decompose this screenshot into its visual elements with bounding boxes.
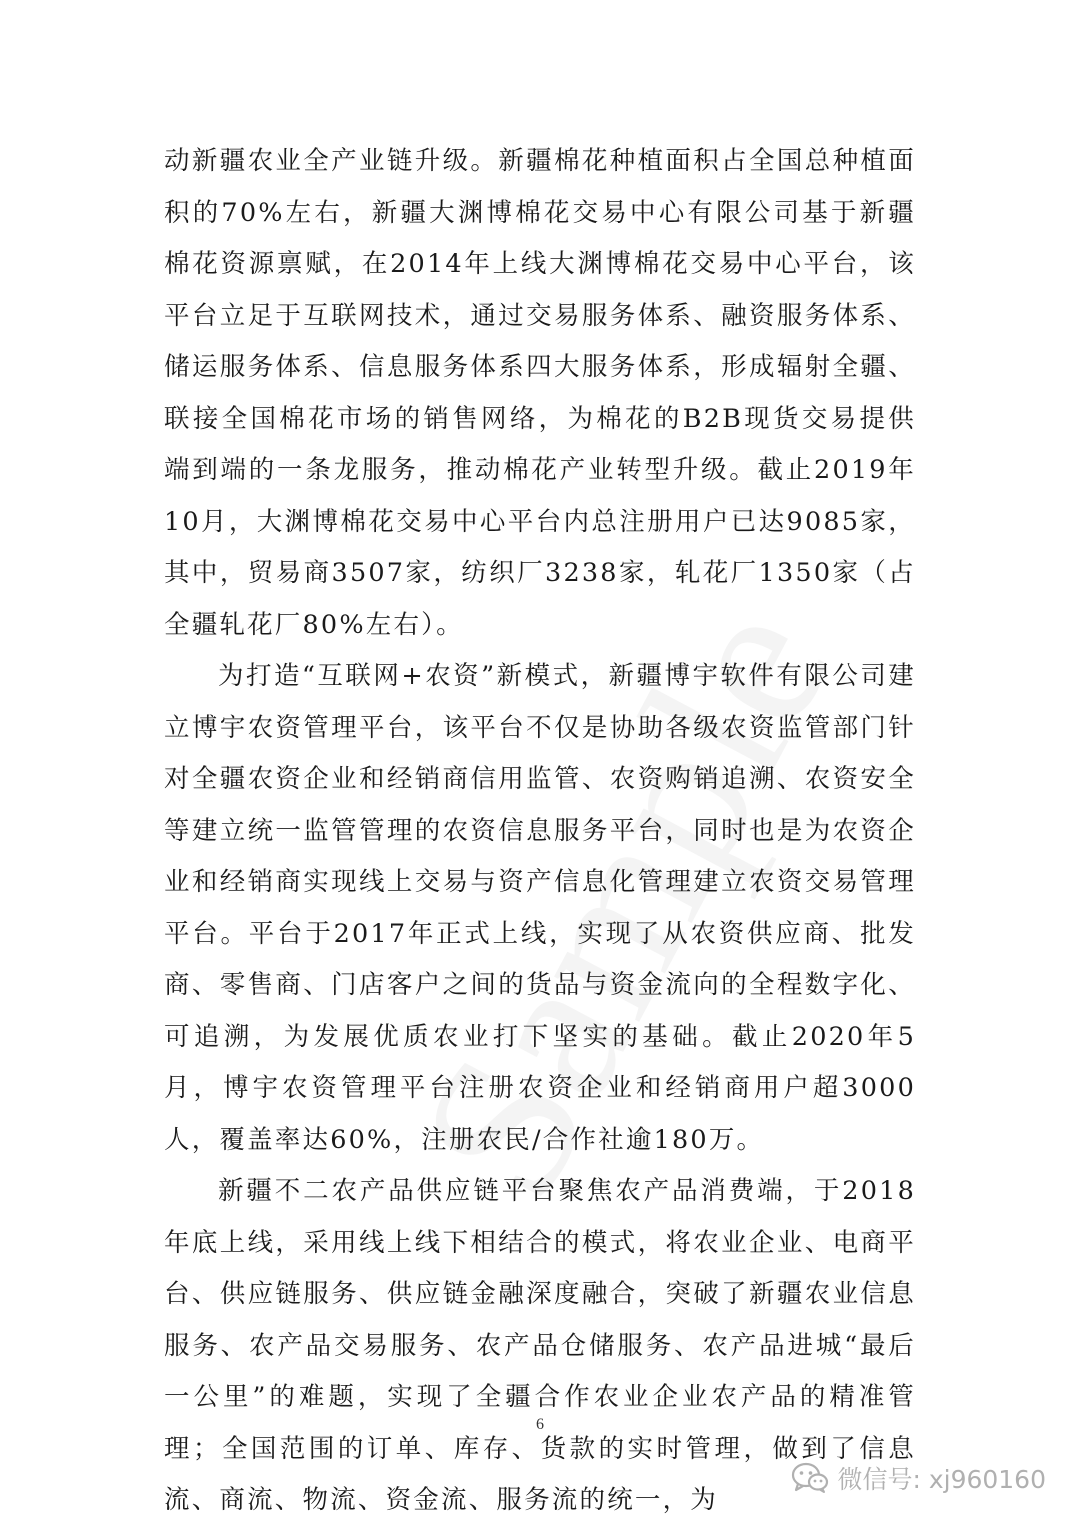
- page-number: 6: [536, 1416, 544, 1433]
- paragraph-agri-supplies-platform: 为打造“互联网+农资”新模式，新疆博宇软件有限公司建立博宇农资管理平台，该平台不仅是协助各级农资监管部门针对全疆农资企业和经销商信用监管、农资购销追溯、农资安全等建立统一监管管理的农资信息服务平台，同时也是为农资企业和经销商实现线上交易与资产信息化管理建立农资交易管理平台。平台于2017年正式上线，实现了从农资供应商、批发商、零售商、门店客户之间的货品与资金流向的全程数字化、可追溯，为发展优质农业打下坚实的基础。截止2020年5月，博宇农资管理平台注册农资企业和经销商用户超3000人，覆盖率达60%，注册农民/合作社逾180万。: [164, 661, 916, 1155]
- wechat-watermark: [791, 1460, 1046, 1496]
- wechat-icon: [791, 1462, 829, 1494]
- body-text: [164, 136, 916, 1527]
- wechat-id-label: 微信号: xj960160: [837, 1465, 1046, 1494]
- paragraph-cotton-platform: 动新疆农业全产业链升级。新疆棉花种植面积占全国总种植面积的70%左右，新疆大渊博棉花交易中心有限公司基于新疆棉花资源禀赋，在2014年上线大渊博棉花交易中心平台，该平台立足于互联网技术，通过交易服务体系、融资服务体系、储运服务体系、信息服务体系四大服务体系，形成辐射全疆、联接全国棉花市场的销售网络，为棉花的B2B现货交易提供端到端的一条龙服务，推动棉花产业转型升级。截止2019年10月，大渊博棉花交易中心平台内总注册用户已达9085家，其中，贸易商3507家，纺织厂3238家，轧花厂1350家（占全疆轧花厂80%左右）。: [164, 146, 916, 640]
- paragraph-supply-chain-platform: 新疆不二农产品供应链平台聚焦农产品消费端，于2018年底上线，采用线上线下相结合的模式，将农业企业、电商平台、供应链服务、供应链金融深度融合，突破了新疆农业信息服务、农产品交易服务、农产品仓储服务、农产品进城“最后一公里”的难题，实现了全疆合作农业企业农产品的精准管理；全国范围的订单、库存、货款的实时管理，做到了信息流、商流、物流、资金流、服务流的统一，为: [164, 1176, 916, 1515]
